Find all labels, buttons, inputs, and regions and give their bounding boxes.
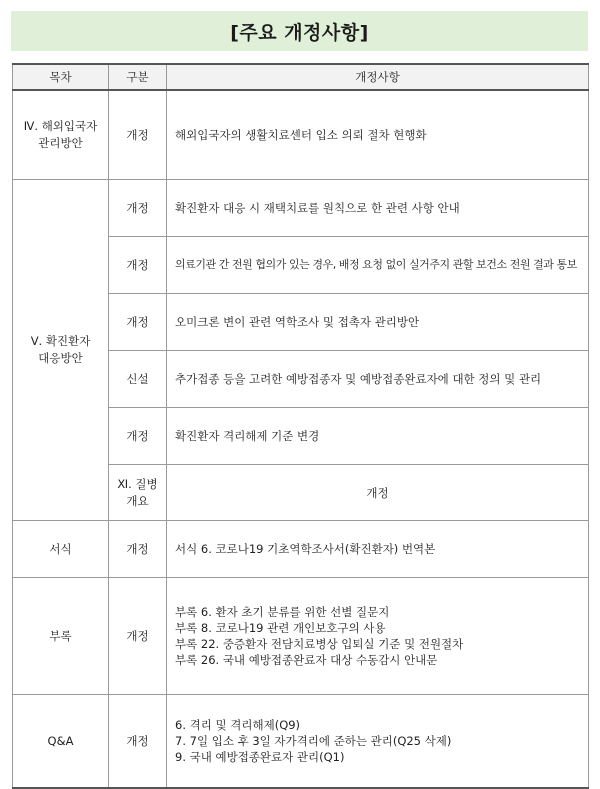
table-row	[13, 521, 589, 578]
change-cell	[167, 408, 589, 465]
change-line: 의료기관 간 전원 협의가 있는 경우, 배정 요청 없이 실거주지 관할 보건소 전원 결과 통보	[175, 258, 577, 271]
header-type: 구분	[109, 64, 167, 90]
revision-table	[12, 63, 589, 789]
change-cell	[167, 90, 589, 180]
change-line: 확진환자 대응 시 재택치료를 원칙으로 한 관련 사항 안내	[175, 201, 460, 215]
change-line: 9. 국내 예방접종완료자 관리(Q1)	[175, 750, 345, 764]
table-row	[13, 180, 589, 237]
section-label: 관리방안	[38, 136, 83, 150]
title-banner	[11, 11, 588, 51]
section-label: Q&A	[47, 733, 74, 748]
section-label: Ⅺ. 질병개요	[117, 476, 158, 508]
header-row	[13, 64, 589, 90]
type-cell: 개정	[167, 465, 589, 521]
change-line: 부록 22. 중증환자 전담치료병상 입퇴실 기준 및 전원절차	[175, 637, 464, 651]
change-line: 추가접종 등을 고려한 예방접종자 및 예방접종완료자에 대한 정의 및 관리	[175, 372, 542, 386]
change-cell	[167, 180, 589, 237]
type-cell: 개정	[109, 695, 167, 789]
change-cell	[167, 237, 589, 294]
type-cell: 개정	[109, 237, 167, 294]
type-cell: 개정	[109, 90, 167, 180]
page-title: [주요 개정사항]	[230, 21, 369, 44]
section-cell-overseas	[13, 90, 109, 180]
change-line: 부록 6. 환자 초기 분류를 위한 선별 질문지	[175, 605, 390, 619]
type-cell: 개정	[109, 578, 167, 695]
section-label: 부록	[49, 628, 72, 643]
section-cell-qa	[13, 695, 109, 789]
change-line: 6. 격리 및 격리해제(Q9)	[175, 718, 301, 732]
table-row	[13, 90, 589, 180]
change-line: 서식 6. 코로나19 기초역학조사서(확진환자) 번역본	[175, 542, 436, 556]
table-row	[13, 695, 589, 789]
change-line: 해외입국자의 생활치료센터 입소 의뢰 절차 현행화	[175, 128, 427, 142]
change-line: 7. 7일 입소 후 3일 자가격리에 준하는 관리(Q25 삭제)	[175, 734, 452, 748]
type-cell: 신설	[109, 351, 167, 408]
section-cell-appendix	[13, 578, 109, 695]
section-label: 대응방안	[38, 351, 83, 365]
header-changes: 개정사항	[167, 64, 589, 90]
header-toc: 목차	[13, 64, 109, 90]
type-cell: 개정	[109, 294, 167, 351]
section-cell-disease	[109, 465, 167, 521]
type-cell: 개정	[109, 521, 167, 578]
change-cell	[167, 578, 589, 695]
section-label: Ⅳ. 해외입국자	[23, 119, 98, 133]
change-line: 오미크론 변이 관련 역학조사 및 접촉자 관리방안	[175, 315, 420, 329]
change-line: 부록 8. 코로나19 관련 개인보호구의 사용	[175, 621, 386, 635]
section-label: 서식	[49, 541, 72, 556]
type-cell: 개정	[109, 180, 167, 237]
section-label: Ⅴ. 확진환자	[30, 334, 91, 348]
change-cell	[167, 521, 589, 578]
table-row	[13, 578, 589, 695]
change-line: 부록 26. 국내 예방접종완료자 대상 수동감시 안내문	[175, 653, 438, 667]
change-cell	[167, 351, 589, 408]
section-cell-forms	[13, 521, 109, 578]
section-cell-confirmed	[13, 180, 109, 521]
change-cell	[167, 695, 589, 789]
change-cell	[167, 294, 589, 351]
change-line: 확진환자 격리해제 기준 변경	[175, 429, 320, 443]
type-cell: 개정	[109, 408, 167, 465]
